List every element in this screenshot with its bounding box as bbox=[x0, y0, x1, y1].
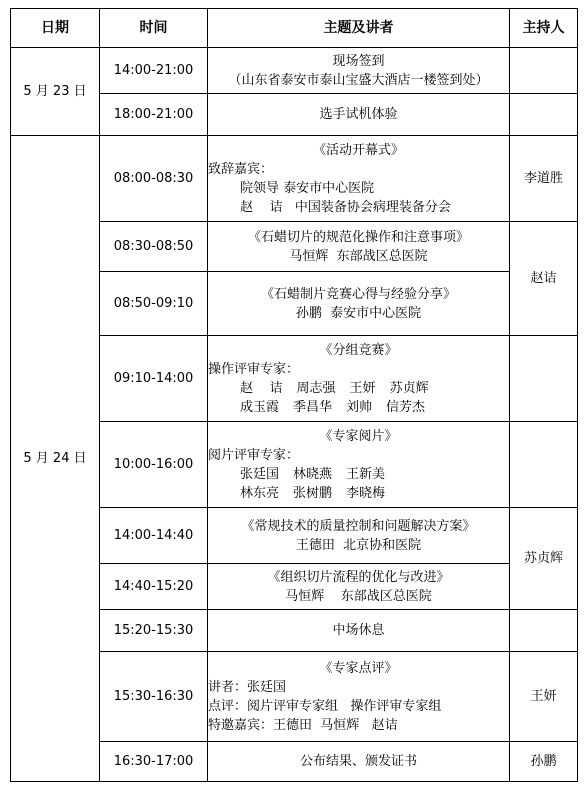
expert-label: 阅片评审专家： bbox=[208, 447, 300, 463]
session-title: 《活动开幕式》 bbox=[312, 142, 404, 158]
speaker: 孙鹏 泰安市中心医院 bbox=[295, 305, 422, 321]
time-cell: 16:30-17:00 bbox=[100, 742, 208, 782]
header-date: 日期 bbox=[11, 9, 100, 48]
topic-cell bbox=[208, 564, 510, 610]
expert-names bbox=[208, 484, 509, 503]
time-cell: 18:00-21:00 bbox=[100, 94, 208, 136]
host-cell: 李道胜 bbox=[510, 136, 578, 222]
expert-name: 张树鹏 bbox=[293, 485, 333, 501]
time-cell: 14:00-14:40 bbox=[100, 508, 208, 564]
topic-cell bbox=[208, 222, 510, 272]
session-title: 《专家点评》 bbox=[319, 660, 398, 676]
host-cell: 孙鹏 bbox=[510, 742, 578, 782]
topic-cell bbox=[208, 422, 510, 508]
expert-name: 赵 诘 bbox=[240, 380, 283, 396]
header-host: 主持人 bbox=[510, 9, 578, 48]
guest-line: 院领导 泰安市中心医院 bbox=[240, 180, 375, 196]
topic-cell bbox=[208, 652, 510, 742]
expert-name: 张廷国 bbox=[240, 466, 280, 482]
time-cell: 15:20-15:30 bbox=[100, 610, 208, 652]
expert-name: 季昌华 bbox=[293, 399, 333, 415]
host-cell bbox=[510, 422, 578, 508]
speaker: 讲者：张廷国 bbox=[208, 679, 287, 695]
time-cell: 10:00-16:00 bbox=[100, 422, 208, 508]
speaker: 马恒辉 东部战区总医院 bbox=[289, 248, 428, 264]
topic-line: （山东省泰安市泰山宝盛大酒店一楼签到处） bbox=[228, 72, 489, 88]
host-cell: 王妍 bbox=[510, 652, 578, 742]
topic-line: 现场签到 bbox=[332, 53, 385, 69]
expert-name: 周志强 bbox=[296, 380, 336, 396]
expert-label: 操作评审专家： bbox=[208, 361, 300, 377]
expert-name: 信芳杰 bbox=[386, 399, 426, 415]
topic-cell: 选手试机体验 bbox=[208, 94, 510, 136]
time-cell: 09:10-14:00 bbox=[100, 336, 208, 422]
topic-cell bbox=[208, 48, 510, 94]
topic-cell bbox=[208, 336, 510, 422]
host-cell: 赵诘 bbox=[510, 222, 578, 336]
time-cell: 08:00-08:30 bbox=[100, 136, 208, 222]
session-title: 《石蜡切片的规范化操作和注意事项》 bbox=[247, 229, 469, 245]
session-title: 《组织切片流程的优化与改进》 bbox=[267, 569, 450, 585]
expert-names bbox=[208, 379, 509, 398]
table-row bbox=[11, 48, 578, 94]
time-cell: 14:00-21:00 bbox=[100, 48, 208, 94]
expert-name: 李晓梅 bbox=[346, 485, 386, 501]
session-title: 《石蜡制片竞赛心得与经验分享》 bbox=[260, 286, 456, 302]
session-title: 《常规技术的质量控制和问题解决方案》 bbox=[241, 518, 476, 534]
topic-cell bbox=[208, 508, 510, 564]
expert-name: 林东亮 bbox=[240, 485, 280, 501]
host-cell: 苏贞辉 bbox=[510, 508, 578, 610]
special-guests: 特邀嘉宾：王德田 马恒辉 赵诘 bbox=[208, 717, 398, 733]
header-topic: 主题及讲者 bbox=[208, 9, 510, 48]
time-cell: 08:50-09:10 bbox=[100, 272, 208, 336]
schedule-table bbox=[10, 8, 578, 782]
reviewers: 点评：阅片评审专家组 操作评审专家组 bbox=[208, 698, 442, 714]
expert-name: 成玉霞 bbox=[240, 399, 280, 415]
time-cell: 15:30-16:30 bbox=[100, 652, 208, 742]
topic-cell bbox=[208, 272, 510, 336]
header-time: 时间 bbox=[100, 9, 208, 48]
date-cell: 5 月 24 日 bbox=[11, 136, 100, 782]
time-cell: 14:40-15:20 bbox=[100, 564, 208, 610]
topic-cell: 中场休息 bbox=[208, 610, 510, 652]
topic-cell: 公布结果、颁发证书 bbox=[208, 742, 510, 782]
session-title: 《分组竞赛》 bbox=[319, 342, 398, 358]
host-cell bbox=[510, 48, 578, 94]
table-row bbox=[11, 136, 578, 222]
expert-name: 刘帅 bbox=[346, 399, 373, 415]
expert-name: 王妍 bbox=[349, 380, 376, 396]
host-cell bbox=[510, 94, 578, 136]
topic-cell bbox=[208, 136, 510, 222]
session-title: 《专家阅片》 bbox=[319, 428, 398, 444]
expert-name: 苏贞辉 bbox=[389, 380, 429, 396]
expert-names bbox=[208, 398, 509, 417]
guest-label: 致辞嘉宾： bbox=[208, 161, 274, 177]
time-cell: 08:30-08:50 bbox=[100, 222, 208, 272]
date-cell: 5 月 23 日 bbox=[11, 48, 100, 136]
header-row bbox=[11, 9, 578, 48]
speaker: 王德田 北京协和医院 bbox=[295, 537, 422, 553]
expert-name: 王新美 bbox=[346, 466, 386, 482]
host-cell bbox=[510, 336, 578, 422]
speaker: 马恒辉 东部战区总医院 bbox=[285, 588, 432, 604]
expert-name: 林晓燕 bbox=[293, 466, 333, 482]
host-cell bbox=[510, 610, 578, 652]
expert-names bbox=[208, 465, 509, 484]
guest-line: 赵 诘 中国装备协会病理装备分会 bbox=[240, 199, 451, 215]
